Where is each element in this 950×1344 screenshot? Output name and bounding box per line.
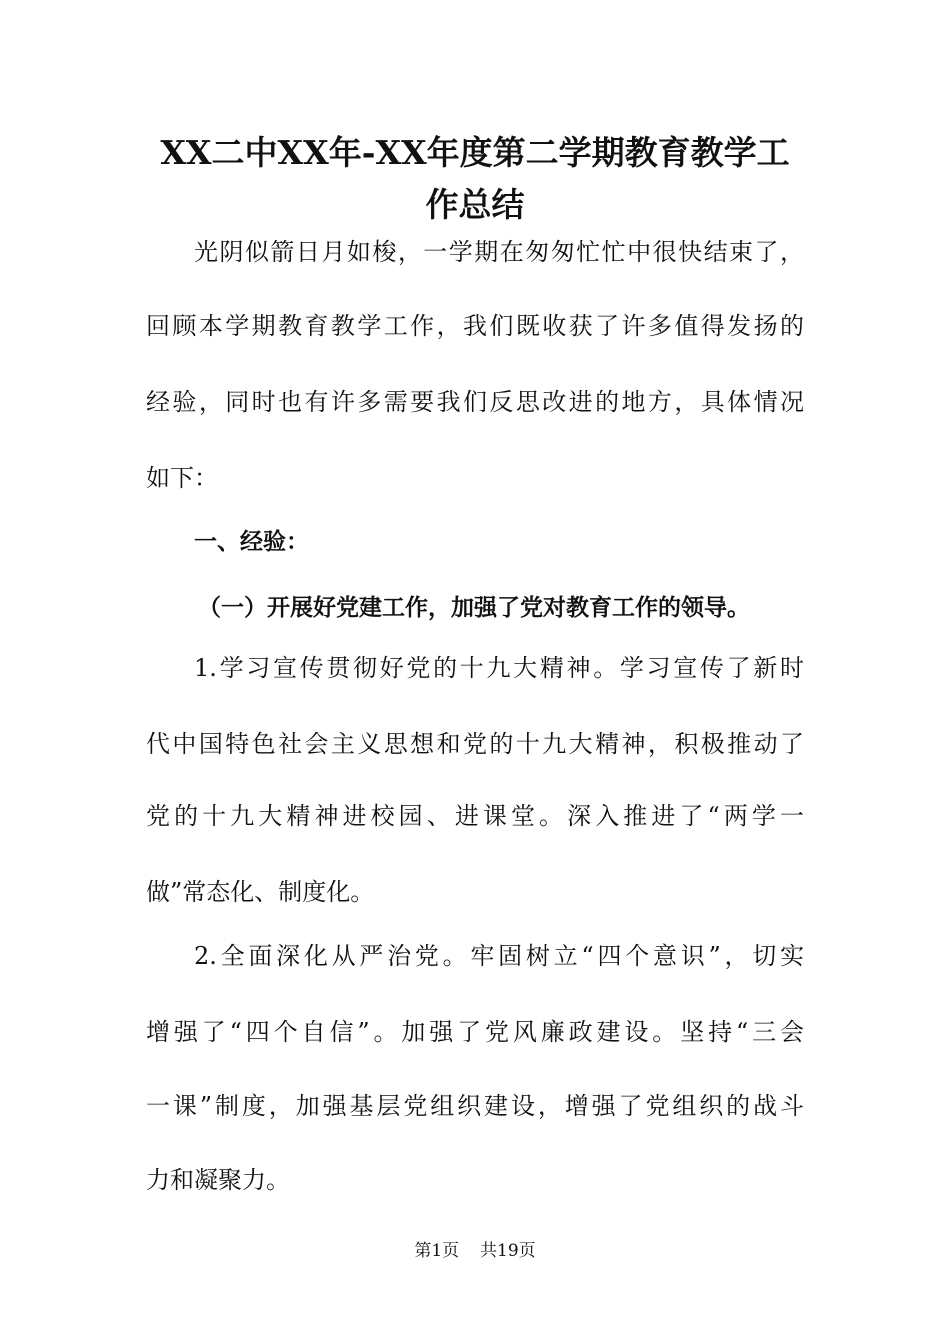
item1-line-1: 1.学习宣传贯彻好党的十九大精神。学习宣传了新时: [194, 654, 804, 682]
item1-line-4: 做”常态化、制度化。: [146, 878, 375, 906]
subsection-heading-party-building: （一）开展好党建工作，加强了党对教育工作的领导。: [198, 595, 750, 621]
item2-line-4: 力和凝聚力。: [146, 1166, 290, 1194]
item2-line-3: 一课”制度，加强基层党组织建设，增强了党组织的战斗: [146, 1092, 804, 1120]
document-title-line-1: XX二中XX年-XX年度第二学期教育教学工: [160, 133, 790, 172]
item1-line-3: 党的十九大精神进校园、进课堂。深入推进了“两学一: [146, 802, 804, 830]
intro-line-3: 经验，同时也有许多需要我们反思改进的地方，具体情况: [146, 388, 804, 416]
section-heading-experience: 一、经验：: [194, 529, 309, 555]
intro-line-1: 光阴似箭日月如梭，一学期在匆匆忙忙中很快结束了，: [194, 238, 804, 266]
intro-line-4: 如下：: [146, 464, 218, 492]
page-footer: [0, 1240, 950, 1262]
document-title-line-2: 作总结: [425, 185, 525, 224]
page-number: 第1页: [414, 1241, 460, 1261]
page-total: 共19页: [480, 1241, 536, 1261]
intro-line-2: 回顾本学期教育教学工作，我们既收获了许多值得发扬的: [146, 312, 804, 340]
item1-line-2: 代中国特色社会主义思想和党的十九大精神，积极推动了: [146, 730, 804, 758]
item2-line-2: 增强了“四个自信”。加强了党风廉政建设。坚持“三会: [146, 1018, 804, 1046]
item2-line-1: 2.全面深化从严治党。牢固树立“四个意识”，切实: [194, 942, 804, 970]
